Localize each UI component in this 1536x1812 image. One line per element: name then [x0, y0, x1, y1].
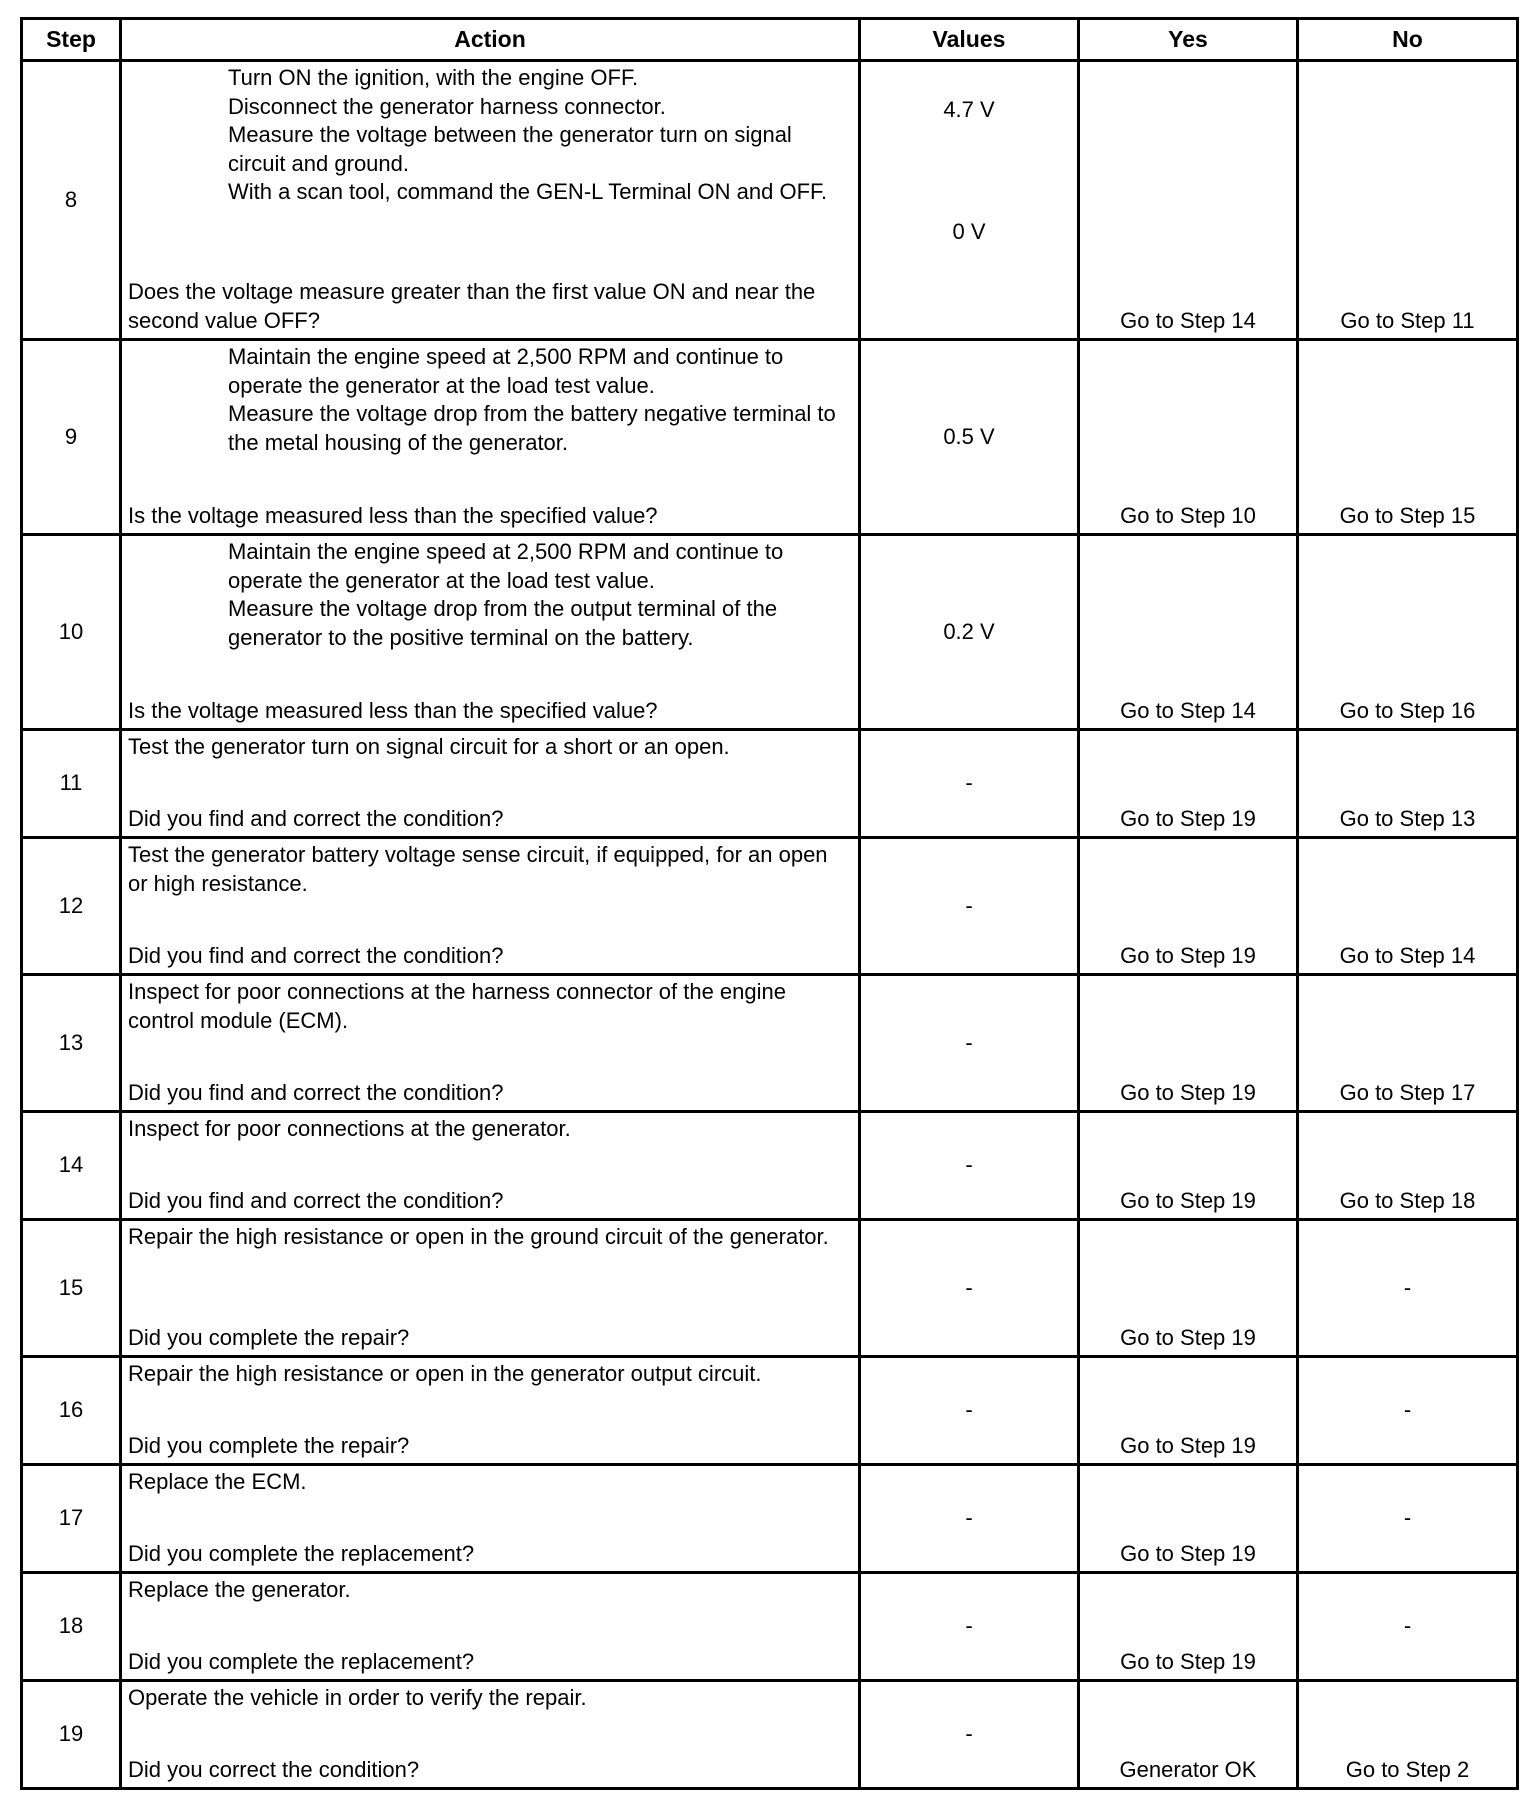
- values-cell: 0.2 V: [860, 535, 1079, 730]
- yes-result: Go to Step 10: [1079, 340, 1298, 535]
- table-row: [22, 1465, 1518, 1573]
- no-result: -: [1298, 1357, 1518, 1465]
- action-cell: [121, 535, 860, 730]
- action-question: Did you correct the condition?: [128, 1756, 420, 1782]
- action-instructions: Test the generator turn on signal circuit for a short or an open.: [128, 734, 730, 759]
- table-row: [22, 1357, 1518, 1465]
- action-instructions: Maintain the engine speed at 2,500 RPM and continue to operate the generator at the load test value. Measure the voltage drop from the battery negative terminal to the metal housing of the generator.: [228, 344, 836, 455]
- action-instructions: Replace the ECM.: [128, 1469, 307, 1494]
- table-row: [22, 1220, 1518, 1357]
- step-number: 15: [22, 1220, 121, 1357]
- action-instructions: Maintain the engine speed at 2,500 RPM and continue to operate the generator at the load test value. Measure the voltage drop from the output terminal of the generator to the positive terminal on the battery.: [228, 539, 784, 650]
- yes-result: Go to Step 19: [1079, 730, 1298, 838]
- table-row: [22, 838, 1518, 975]
- yes-result: Go to Step 19: [1079, 1465, 1298, 1573]
- values-cell: -: [860, 1357, 1079, 1465]
- header-no: No: [1298, 19, 1518, 61]
- values-cell: -: [860, 730, 1079, 838]
- step-number: 16: [22, 1357, 121, 1465]
- header-yes: Yes: [1079, 19, 1298, 61]
- action-question: Did you find and correct the condition?: [128, 805, 504, 831]
- no-result: Go to Step 2: [1298, 1681, 1518, 1789]
- step-number: 13: [22, 975, 121, 1112]
- step-number: 17: [22, 1465, 121, 1573]
- table-row: [22, 340, 1518, 535]
- yes-result: Go to Step 19: [1079, 1357, 1298, 1465]
- yes-result: Go to Step 19: [1079, 1573, 1298, 1681]
- values-cell: 0.5 V: [860, 340, 1079, 535]
- value-off: 0 V: [952, 218, 986, 244]
- yes-result: Go to Step 14: [1079, 535, 1298, 730]
- no-result: Go to Step 18: [1298, 1112, 1518, 1220]
- yes-result: Go to Step 19: [1079, 838, 1298, 975]
- action-question: Does the voltage measure greater than the first value ON and near the second value OFF?: [128, 279, 816, 333]
- header-values: Values: [860, 19, 1079, 61]
- no-result: -: [1298, 1220, 1518, 1357]
- yes-result: Go to Step 19: [1079, 1220, 1298, 1357]
- step-number: 10: [22, 535, 121, 730]
- action-question: Did you find and correct the condition?: [128, 1187, 504, 1213]
- values-cell: [860, 61, 1079, 340]
- step-number: 11: [22, 730, 121, 838]
- table-row: [22, 730, 1518, 838]
- diagnostic-table: [20, 17, 1519, 1790]
- no-result: Go to Step 17: [1298, 975, 1518, 1112]
- yes-result: Generator OK: [1079, 1681, 1298, 1789]
- action-instructions: Replace the generator.: [128, 1577, 351, 1602]
- header-step: Step: [22, 19, 121, 61]
- yes-result: Go to Step 19: [1079, 975, 1298, 1112]
- table-row: [22, 535, 1518, 730]
- values-cell: -: [860, 1573, 1079, 1681]
- action-cell: [121, 340, 860, 535]
- no-result: Go to Step 15: [1298, 340, 1518, 535]
- action-instructions: Test the generator battery voltage sense circuit, if equipped, for an open or high resistance.: [128, 842, 828, 896]
- action-instructions: Operate the vehicle in order to verify the repair.: [128, 1685, 587, 1710]
- values-cell: -: [860, 1465, 1079, 1573]
- action-question: Did you find and correct the condition?: [128, 1079, 504, 1105]
- table-row: [22, 1112, 1518, 1220]
- action-question: Did you complete the replacement?: [128, 1540, 475, 1566]
- action-question: Is the voltage measured less than the specified value?: [128, 502, 658, 528]
- action-question: Is the voltage measured less than the specified value?: [128, 697, 658, 723]
- step-number: 9: [22, 340, 121, 535]
- yes-result: Go to Step 19: [1079, 1112, 1298, 1220]
- values-cell: -: [860, 1220, 1079, 1357]
- action-cell: [121, 730, 860, 838]
- action-cell: [121, 838, 860, 975]
- no-result: Go to Step 14: [1298, 838, 1518, 975]
- action-cell: [121, 1220, 860, 1357]
- action-instructions: Inspect for poor connections at the harness connector of the engine control module (ECM).: [128, 979, 786, 1033]
- action-cell: [121, 1573, 860, 1681]
- values-cell: -: [860, 1681, 1079, 1789]
- action-cell: [121, 1357, 860, 1465]
- values-cell: -: [860, 838, 1079, 975]
- no-result: -: [1298, 1465, 1518, 1573]
- step-number: 8: [22, 61, 121, 340]
- action-cell: [121, 1681, 860, 1789]
- table-row: [22, 1573, 1518, 1681]
- no-result: Go to Step 16: [1298, 535, 1518, 730]
- value-on: 4.7 V: [943, 97, 995, 122]
- action-instructions: Repair the high resistance or open in the ground circuit of the generator.: [128, 1224, 829, 1249]
- no-result: -: [1298, 1573, 1518, 1681]
- action-instructions: Turn ON the ignition, with the engine OFF. Disconnect the generator harness connector. Measure the voltage between the generator turn on signal circuit and ground. With a scan tool, command the GEN-L Terminal ON and OFF.: [228, 65, 828, 204]
- action-question: Did you find and correct the condition?: [128, 942, 504, 968]
- table-row: [22, 1681, 1518, 1789]
- action-cell: [121, 1112, 860, 1220]
- yes-result: Go to Step 14: [1079, 61, 1298, 340]
- action-cell: [121, 61, 860, 340]
- action-cell: [121, 1465, 860, 1573]
- step-number: 19: [22, 1681, 121, 1789]
- no-result: Go to Step 13: [1298, 730, 1518, 838]
- header-row: [22, 19, 1518, 61]
- table-row: [22, 61, 1518, 340]
- action-question: Did you complete the replacement?: [128, 1648, 475, 1674]
- header-action: Action: [121, 19, 860, 61]
- action-question: Did you complete the repair?: [128, 1324, 410, 1350]
- step-number: 14: [22, 1112, 121, 1220]
- action-question: Did you complete the repair?: [128, 1432, 410, 1458]
- action-instructions: Inspect for poor connections at the generator.: [128, 1116, 571, 1141]
- values-cell: -: [860, 1112, 1079, 1220]
- values-cell: -: [860, 975, 1079, 1112]
- action-cell: [121, 975, 860, 1112]
- step-number: 18: [22, 1573, 121, 1681]
- table-row: [22, 975, 1518, 1112]
- values-stack: [861, 96, 1077, 246]
- action-instructions: Repair the high resistance or open in the generator output circuit.: [128, 1361, 762, 1386]
- no-result: Go to Step 11: [1298, 61, 1518, 340]
- step-number: 12: [22, 838, 121, 975]
